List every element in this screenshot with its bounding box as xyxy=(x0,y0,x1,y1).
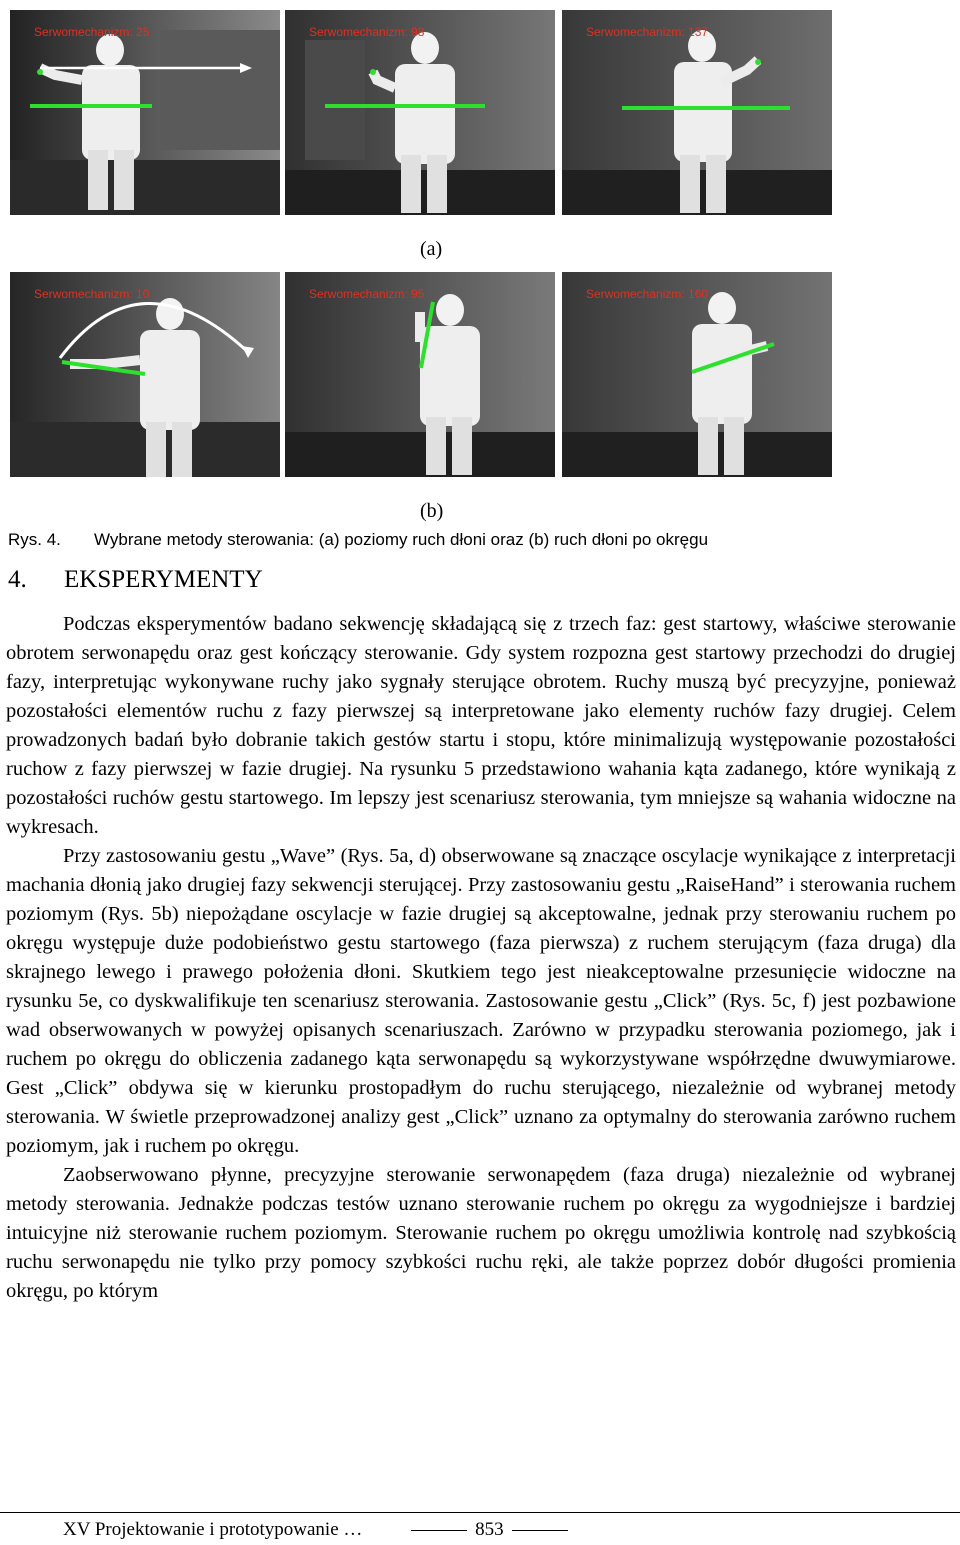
page-number-group xyxy=(403,1519,576,1541)
figure-caption xyxy=(8,530,708,550)
overlay-label: Serwomechanizm: 98 xyxy=(309,25,425,39)
depth-image-a2 xyxy=(285,10,555,215)
footer-rule xyxy=(0,1512,960,1513)
subfigure-label-a: (a) xyxy=(420,238,443,260)
depth-image-b1 xyxy=(10,272,280,477)
depth-image-a3 xyxy=(562,10,832,215)
footer xyxy=(63,1519,576,1541)
footer-title: XV Projektowanie i prototypowanie … xyxy=(63,1519,363,1540)
overlay-label: Serwomechanizm: 25 xyxy=(34,25,150,39)
body-text xyxy=(6,610,956,1306)
caption-text: Wybrane metody sterowania: (a) poziomy ruch dłoni oraz (b) ruch dłoni po okręgu xyxy=(94,530,709,549)
section-title: EKSPERYMENTY xyxy=(64,566,263,593)
depth-image-b2 xyxy=(285,272,555,477)
depth-image-b3 xyxy=(562,272,832,477)
depth-image-a1 xyxy=(10,10,280,215)
overlay-label: Serwomechanizm: 137 xyxy=(586,25,709,39)
paragraph: Podczas eksperymentów badano sekwencję składającą się z trzech faz: gest startowy, właściwe sterowanie obrotem serwonapędu oraz gest kończący sterowanie. Gdy system rozpozna gest startowy przechodzi do drugiej fazy, interpretując wykonywane ruchy jako sygnały sterujące obrotem. Ruchy muszą być precyzyjne, ponieważ pozostałości elementów ruchu z fazy pierwszej są interpretowane jako elementy ruchów fazy drugiej. Celem prowadzonych badań było dobranie takich gestów startu i stopu, które minimalizują występowanie pozostałości ruchow z fazy pierwszej w fazie drugiej. Na rysunku 5 przedstawiono wahania kąta zadanego, które wynikają z pozostałości ruchów gestu startowego. Im lepszy jest scenariusz sterowania, tym mniejsze są wahania widoczne na wykresach. xyxy=(6,613,956,838)
page-number: 853 xyxy=(475,1519,504,1540)
overlay-label: Serwomechanizm: 160 xyxy=(586,287,709,301)
caption-number: Rys. 4. xyxy=(8,530,61,549)
overlay-label: Serwomechanizm: 95 xyxy=(309,287,425,301)
dash-left xyxy=(411,1530,467,1531)
section-number: 4. xyxy=(8,566,27,593)
dash-right xyxy=(512,1530,568,1531)
paragraph: Przy zastosowaniu gestu „Wave” (Rys. 5a, d) obserwowane są znaczące oscylacje wynikające z interpretacji machania dłonią jako drugiej fazy sekwencji sterującej. Przy zastosowaniu gestu „RaiseHand” i sterowania ruchem poziomym (Rys. 5b) niepożądane oscylacje w fazie drugiej są akceptowalne, jednak przy sterowaniu ruchem po okręgu występuje duże podobieństwo gestu startowego (faza pierwsza) z ruchem sterującym (faza druga) dla skrajnego lewego i prawego położenia dłoni. Skutkiem tego jest nieakceptowalne przesunięcie widoczne na rysunku 5e, co dyskwalifikuje ten scenariusz sterowania. Zastosowanie gestu „Click” (Rys. 5c, f) jest pozbawione wad obserwowanych w powyżej opisanych scenariuszach. Zarówno w przypadku sterowania poziomego, jak i ruchem po okręgu do obliczenia zadanego kąta serwonapędu są wykorzystywane współrzędne dwuwymiarowe. Gest „Click” obdywa się w kierunku prostopadłym do ruchu sterującego, niezależnie od wybranej metody sterowania. W świetle przeprowadzonej analizy gest „Click” uznano za optymalny do sterowania zarówno ruchem poziomym, jak i ruchem po okręgu. xyxy=(6,845,956,1157)
paragraph: Zaobserwowano płynne, precyzyjne sterowanie serwonapędem (faza druga) niezależnie od wybranej metody sterowania. Jednakże podczas testów uznano sterowanie ruchem po okręgu za wygodniejsze i bardziej intuicyjne niż sterowanie ruchem poziomym. Sterowanie ruchem po okręgu umożliwia kontrolę nad szybkością ruchu serwonapędu nie tylko przy pomocy szybkości ruchu ręki, ale także poprzez dobór długości promienia okręgu, po którym xyxy=(6,1164,956,1302)
section-heading xyxy=(8,566,263,594)
subfigure-label-b: (b) xyxy=(420,500,444,522)
overlay-label: Serwomechanizm: 10 xyxy=(34,287,150,301)
